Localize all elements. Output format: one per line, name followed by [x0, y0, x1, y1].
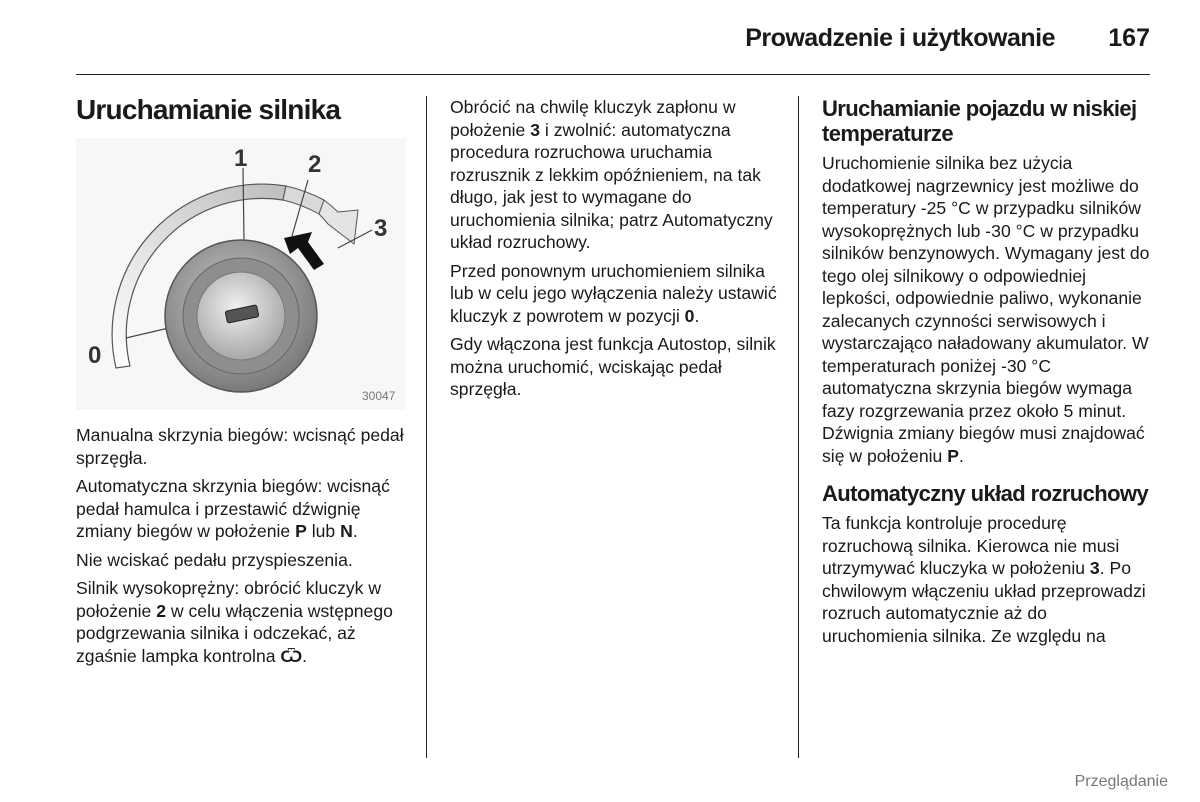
middle-column-text [450, 96, 785, 407]
paragraph-accelerator: Nie wciskać pedału przyspieszenia. [76, 549, 353, 570]
header-divider [76, 74, 1150, 75]
left-column-text [76, 424, 416, 674]
figure-label-2: 2 [308, 151, 322, 178]
figure-label-3: 3 [374, 215, 388, 242]
heading-cold-start: Uruchamianie pojazdu w niskiej temperaturze [822, 96, 1137, 146]
figure-id: 30047 [362, 389, 396, 403]
section-title: Prowadzenie i użytkowanie [745, 24, 1055, 52]
paragraph-diesel: Silnik wysokoprężny: obrócić kluczyk w położenie 2 w celu włączenia wstępnego podgrzewania silnika i odczekać, aż zgaśnie lampka kontrolna Ѿ. [76, 577, 416, 668]
figure-label-1: 1 [234, 145, 248, 172]
page-number: 167 [1108, 24, 1150, 52]
figure-label-0: 0 [88, 342, 102, 369]
paragraph-cold-start: Uruchomienie silnika bez użycia dodatkowej nagrzewnicy jest możliwe do temperatury -25 °C w przypadku silników wysokoprężnych lub -30 °C w przypadku silników benzynowych. Wymagany jest do tego olej silnikowy o odpowiedniej lepkości, odpowiednie paliwo, wykonanie zalecanych czynności serwisowych i wystarczająco naładowany akumulator. W temperaturach poniżej -30 °C automatyczna skrzynia biegów wymaga fazy rozgrzewania przez około 5 minut. Dźwignia zmiany biegów musi znajdować się w położeniu P. [822, 153, 1150, 466]
paragraph-manual: Manualna skrzynia biegów: wcisnąć pedał sprzęgła. [76, 425, 404, 468]
ignition-diagram [76, 138, 406, 410]
column-divider-left [426, 96, 427, 758]
ignition-key-figure [76, 138, 406, 410]
page-heading: Uruchamianie silnika [76, 94, 341, 125]
paragraph-turn-key: Obrócić na chwilę kluczyk zapłonu w położenie 3 i zwolnić: automatyczna procedura rozruchowa uruchamia rozrusznik z lekkim opóźnieniem, na tak długo, jak jest to wymagane do uruchomienia silnika; patrz Automatyczny układ rozruchowy. [450, 97, 773, 252]
paragraph-restart: Przed ponownym uruchomieniem silnika lub w celu jego wyłączenia należy ustawić kluczyk z powrotem w pozycji 0. [450, 260, 777, 326]
browse-label[interactable]: Przeglądanie [1074, 773, 1168, 790]
heading-auto-start: Automatyczny układ rozruchowy [822, 481, 1149, 506]
glow-plug-icon: Ѿ [280, 646, 303, 666]
paragraph-automatic: Automatyczna skrzynia biegów: wcisnąć pedał hamulca i przestawić dźwignię zmiany biegów w położenie P lub N. [76, 476, 390, 541]
right-column-text [822, 96, 1154, 653]
column-divider-right [798, 96, 799, 758]
paragraph-autostop: Gdy włączona jest funkcja Autostop, silnik można uruchomić, wciskając pedał sprzęgła. [450, 334, 776, 399]
paragraph-auto-start: Ta funkcja kontroluje procedurę rozruchową silnika. Kierowca nie musi utrzymywać kluczyka w położeniu 3. Po chwilowym włączeniu układ przeprowadzi rozruch automatycznie aż do uruchomienia silnika. Ze względu na [822, 513, 1146, 646]
